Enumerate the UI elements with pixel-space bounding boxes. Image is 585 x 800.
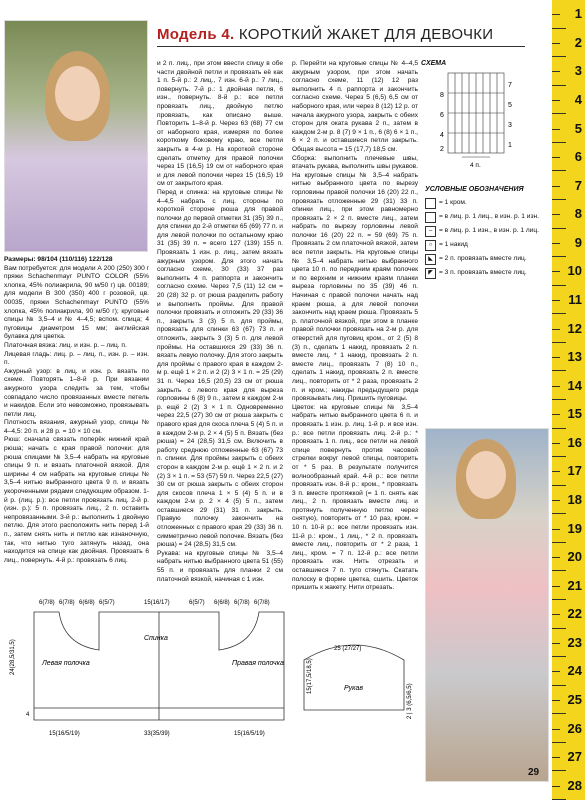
- ruler-half-tick: [552, 786, 560, 787]
- ruler-number: 24: [567, 663, 582, 679]
- ruler-tick: [552, 628, 566, 629]
- svg-text:4 п.: 4 п.: [470, 162, 481, 169]
- svg-text:1: 1: [508, 142, 512, 149]
- ruler-half-tick: [552, 700, 560, 701]
- ruler-tick: [552, 713, 566, 714]
- legend-item: ◤ = 3 п. провязать вместе лиц.: [425, 268, 545, 279]
- ruler-half-tick: [552, 443, 560, 444]
- ruler-half-tick: [552, 386, 560, 387]
- svg-text:6(7/8): 6(7/8): [39, 600, 55, 606]
- ruler-number: 6: [574, 149, 582, 165]
- ruler-tick: [552, 228, 566, 229]
- ruler-half-tick: [552, 71, 560, 72]
- svg-text:7: 7: [508, 82, 512, 89]
- girl-photo-top: [4, 20, 148, 252]
- ruler-tick: [552, 485, 566, 486]
- ruler-tick: [552, 28, 566, 29]
- svg-text:4: 4: [26, 712, 30, 718]
- ruler-half-tick: [552, 271, 560, 272]
- ruler-number: 11: [568, 292, 582, 307]
- ruler-number: 20: [567, 549, 582, 565]
- svg-text:5: 5: [508, 102, 512, 109]
- ruler-half-tick: [552, 643, 560, 644]
- svg-text:Спинка: Спинка: [144, 635, 168, 642]
- legend-item: = 1 кром.: [425, 198, 545, 209]
- ruler-number: 23: [567, 634, 582, 650]
- ruler-half-tick: [552, 243, 560, 244]
- ruler-half-tick: [552, 214, 560, 215]
- ruler-number: 27: [567, 749, 582, 765]
- legend: [425, 198, 545, 282]
- ruler-number: 16: [567, 434, 582, 450]
- ruler-half-tick: [552, 300, 560, 301]
- ruler-half-tick: [552, 100, 560, 101]
- svg-text:Рукав: Рукав: [344, 685, 364, 692]
- ruler-tick: [552, 313, 566, 314]
- ruler-number: 13: [567, 349, 582, 365]
- svg-text:4: 4: [440, 132, 444, 139]
- ruler-number: 21: [567, 577, 582, 593]
- ruler-tick: [552, 56, 566, 57]
- ruler-tick: [552, 85, 566, 86]
- ruler-half-tick: [552, 500, 560, 501]
- ruler-half-tick: [552, 414, 560, 415]
- ruler-tick: [552, 428, 566, 429]
- ruler-number: 1: [574, 6, 582, 22]
- svg-text:6(6/8): 6(6/8): [214, 600, 230, 606]
- svg-text:2 | 3 (6,5/6,5): 2 | 3 (6,5/6,5): [407, 683, 413, 719]
- ruler-number: 28: [567, 777, 582, 793]
- ruler-half-tick: [552, 529, 560, 530]
- ruler-tick: [552, 142, 566, 143]
- ruler-half-tick: [552, 186, 560, 187]
- ruler-tick: [552, 570, 566, 571]
- ruler-tick: [552, 770, 566, 771]
- ruler-tick: [552, 199, 566, 200]
- ruler-number: 3: [574, 63, 582, 79]
- legend-item: ◣ = 2 п. провязать вместе лиц.: [425, 254, 545, 265]
- ruler-tick: [552, 285, 566, 286]
- ruler-half-tick: [552, 586, 560, 587]
- ruler-tick: [552, 370, 566, 371]
- ruler-tick: [552, 342, 566, 343]
- measuring-ruler: [552, 0, 585, 800]
- svg-text:15(16/5/19): 15(16/5/19): [234, 731, 265, 737]
- ruler-tick: [552, 113, 566, 114]
- ruler-number: 4: [574, 92, 582, 107]
- legend-item: = в лиц. р. 1 лиц., в изн. р. 1 изн.: [425, 212, 545, 223]
- svg-text:24(28,5/31,5): 24(28,5/31,5): [10, 639, 16, 675]
- page-number: 29: [528, 767, 540, 778]
- ruler-tick: [552, 656, 566, 657]
- girl-photo-bottom: [425, 428, 549, 782]
- ruler-number: 10: [567, 263, 582, 279]
- ruler-tick: [552, 513, 566, 514]
- ruler-half-tick: [552, 14, 560, 15]
- text-column-1: Размеры: 98/104 (110/116) 122/128 Вам потребуется: для модели А 200 (250) 300 г пряжи Schachenmayr PUNTO COLOR (55% хлопка, 45% полиакрила, 90 м/50 г) цв. 00189; для модели В 300 (350) 400 г розовой, цв. 00035, пряжи Schachenmayr PUNTO (55% хлопка, 45% полиакрила, 90 м/50 г); круговые спицы № 3,5–4 и № 4–4,5; вспом. спица; 4 пуговицы диаметром 15 мм; английская булавка для цветка. Платочная вязка: лиц. и изн. р. – лиц. п. Лицевая гладь: лиц. р. – лиц. п., изн. р. – изн. п. Ажурный узор: в лиц. и изн. р. вязать по схеме. Повторять 1–8-й р. При вязании ажурного узора следить за тем, чтобы совпадало число провязанных вместе петель и накидов. Если это невозможно, провязывать петли лиц. Плотность вязания, ажурный узор, спицы № 4–4,5: 20 п. и 28 р. = 10 × 10 см. Рюш: сначала связать поперёк нижний край рюша; начать с края правой полочки: для рюша спицами № 3,5–4 набрать на круговые спицы 9 п. и вязать платочной вязкой. Для ширины 4 см набрать на круговые спицы № 3,5–4 нитью выбранного цвета 9 п. и вязать укороченными рядами следующим образом. 1-й р. (лиц. р.): все петли провязать лиц. 2-й р. (изн. р.): 5 п. провязать лиц., 2 п. оставить непровязанными. 3-й р.: выполнить 1 двойную петлю. Для этого расположить нить перед 1-й п., затем снять нить и петлю как изнаночную, так, что нитью туго затянуть назад, она находится на спице как двойная. Провязать 6 лиц., повернуть. 4-й р.: провязать 6 лиц.: [4, 256, 149, 564]
- svg-text:15(17,5/18,5): 15(17,5/18,5): [307, 658, 313, 694]
- ruler-half-tick: [552, 614, 560, 615]
- ruler-tick: [552, 256, 566, 257]
- svg-text:8: 8: [440, 92, 444, 99]
- ruler-tick: [552, 456, 566, 457]
- ruler-half-tick: [552, 329, 560, 330]
- ruler-tick: [552, 742, 566, 743]
- ruler-tick: [552, 685, 566, 686]
- ruler-tick: [552, 170, 566, 171]
- ruler-half-tick: [552, 671, 560, 672]
- ruler-number: 9: [574, 234, 582, 250]
- svg-text:6(5/7): 6(5/7): [99, 600, 115, 606]
- legend-title: УСЛОВНЫЕ ОБОЗНАЧЕНИЯ: [425, 186, 524, 193]
- svg-text:3: 3: [508, 122, 512, 129]
- ruler-number: 8: [574, 206, 582, 222]
- legend-item: – = в лиц. р. 1 изн., в изн. р. 1 лиц.: [425, 226, 545, 237]
- ruler-number: 2: [574, 34, 582, 50]
- ruler-number: 18: [567, 492, 582, 507]
- pattern-schematic: [4, 590, 414, 750]
- svg-text:25 (27/27): 25 (27/27): [334, 646, 362, 652]
- svg-text:Правая полочка: Правая полочка: [232, 660, 284, 667]
- svg-text:2: 2: [440, 146, 444, 153]
- ruler-half-tick: [552, 757, 560, 758]
- svg-text:15(16/17): 15(16/17): [144, 600, 170, 606]
- ruler-number: 17: [567, 463, 582, 479]
- svg-text:6(7/8): 6(7/8): [234, 600, 250, 606]
- legend-item: ○ = 1 накид: [425, 240, 545, 251]
- ruler-number: 22: [567, 606, 582, 622]
- ruler-tick: [552, 599, 566, 600]
- ruler-number: 12: [567, 320, 582, 336]
- svg-text:15(16/5/19): 15(16/5/19): [49, 731, 80, 737]
- svg-text:33(35/39): 33(35/39): [144, 731, 170, 737]
- svg-text:6(5/7): 6(5/7): [189, 600, 205, 606]
- svg-text:6(7/8): 6(7/8): [59, 600, 75, 606]
- ruler-number: 5: [574, 120, 582, 136]
- ruler-number: 15: [567, 406, 582, 422]
- scheme-title: СХЕМА: [421, 60, 447, 67]
- text-column-3: р. Перейти на круговые спицы № 4–4,5 ажурным узором, при этом начать согласно схеме, 11 (12) 12 раз выполнить 4 п. раппорта и закончить согласно схеме. Через 5 (6,5) 6,5 см от наборного края, или через 8 (12) 12 р. от начала ажурного узора, закрыть с обеих сторон для оката рукава 2 п., затем в каждом 2-м р. 8 (7) 9 × 1 п., 6 (8) 6 × 1 п., 6 × 2 п. и оставшиеся петли закрыть. Общая высота = 15 (17,7) 18,5 см. Сборка: выполнить плечевые швы, втачать рукава, выполнить швы рукавов. На круговые спицы № 3,5–4 набрать нитью выбранного цвета по вырезу горловины правой полочки 16 (20) 22 п., провязать отложенные 29 (31) 33 п. спинки лиц., при этом равномерно провязать 2 × 2 п. вместе лиц., затем набрать по вырезу горловины левой полочки 16 (20) 22 п. = 59 (69) 75 п. Провязать 2 см платочной вязкой, затем все петли закрыть. На круговые спицы № 3,5–4 набрать нитью выбранного цвета 10 п. по передним краям полочек и по верхним и нижним краям планки выреза горловины по 35 (39) 46 п. Начиная с правой полочки начать над краем рюша, а для левой полочки закончить над краем рюша. Провязать 5 р. платочной вязкой, при этом в планке правой полочки провязать на 2-м р. для отверстий для пуговиц кром., от 2 (5) 8 (3) п., сделать 1 накид, провязать 2 п. вместе лиц. * 1 накид, провязать 2 п. вместе лиц., провязать 7 (8) 10 п., сделать 1 накид, провязать 2 п. вместе лиц., повторить от * 2 раза, провязать 2 п. и кром.; накиды предыдущего ряда провязывать лиц. Пришить пуговицы. Цветок: на круговые спицы № 3,5–4 набрать нитью выбранного цвета 6 п. и провязать 1 изн. р. лиц. 1-й р. и все изн. р.: все петли провязать лиц. 2-й р.: * провязать 1 п. лиц., все петли на левой спице повернуть против часовой стрелки вокруг левой спицы, повторить от * 5 раз. В результате получится волнообразный край. 4-й р.: все петли провязать изн. 8-й р.: кром., * провязать 3 п. вместе протяжкой (= 1 п. снять как лиц., 2 п. провязать вместе лиц. и протянуть полученную петлю через снятую), повторить от * 10 раз, кром. = 10 п. 10-й р.: все петли провязать изн. 11-й р.: кром., 1 лиц., * 2 п. провязать вместе лиц., повторить от * 2 раза, 1 лиц., кром. = 7 п. 12-й р.: все петли провязать изн. Нить отрезать и оставшиеся 7 п. туго стянуть. Скатать полоску в форме цветка, сшить. Цветок пришить к жакету. Нити отрезать.: [292, 60, 418, 592]
- svg-text:6: 6: [440, 112, 444, 119]
- ruler-tick: [552, 542, 566, 543]
- page-title: Модель 4. КОРОТКИЙ ЖАКЕТ ДЛЯ ДЕВОЧКИ: [157, 26, 494, 43]
- ruler-half-tick: [552, 357, 560, 358]
- svg-text:6(6/8): 6(6/8): [79, 600, 95, 606]
- text-column-2: и 2 п. лиц., при этом ввести спицу в обе части двойной петли и провязать её как 1 п. 5-й р.: 2 лиц., 7 изн. 6-й р.: 7 лиц., повернуть. 7-й р.: 1 двойная петля, 6 изн., повернуть. 8-й р.: все петли провязать лиц., двойную петлю провязать, как описано выше. Повторить 1–8-й р. Через 63 (68) 77 см от наборного края, измеряя по более короткому боковому краю, все петли закрыть в 4-м р. На короткой стороне сделать отметку для правой полочки через 15 (16,5) 19 см от наборного края и для левой полочки через 15 (16,5) 19 см от закрытого края. Перед и спинка: на круговые спицы № 4–4,5 набрать с лиц. стороны по короткой стороне рюша для правой полочки до первой отметки 31 (35) 39 п., для спинки до 2-й отметки 65 (69) 77 п. и для левой полочки по остальному краю 31 (35) 39 п. = всего 127 (139) 155 п. Провязать 1 изн. р. лиц., затем вязать ажурным узором. Для этого начать согласно схеме, 30 (33) 37 раз выполнить 4 п. раппорта и закончить согласно схеме. Через 7,5 (11) 12 см = 20 (28) 32 р. от рюша разделить работу и выполнить проймы. Для правой полочки провязать и отложить 29 (33) 36 п., закрыть 3 (3) 5 п. для проймы, провязать для спинки 63 (67) 73 п. и отложить, закрыть 3 (3) 5 п. для левой проймы. На оставшихся 29 (33) 36 п. вязать левую полочку. Для этого закрыть для проймы с правого края в каждом 2-м р. ещё 1 × 2 п. и 2 (2) 3 × 1 п. = 25 (29) 31 п. Через 16,5 (20,5) 23 см от рюша закрыть с левого края для выреза горловины 6 (8) 9 п., затем в каждом 2-м р. ещё 2 (2) 3 × 1 п. Одновременно через 22,5 (27) 30 см от рюша закрыть с правого края для скоса плеча 5 (4) 5 п. и в каждом 2-м р. 2 × 4 (5) 5 п. Вязать (без рюша) = 24 (28,5) 31,5 см. Включить в работу среднюю отложенные 63 (67) 73 п. спинки. Для проймы закрыть с обеих сторон в каждом 2-м р. ещё 1 × 2 п. и 2 (2) 3 × 1 п. = 53 (57) 59 п. Через 22,5 (27) 30 см от рюша закрыть с обеих сторон для скосов плеча 1 × 5 (4) 5 п. и в каждом 2-м р. 2 × 4 (5) 5 п., затем оставшиеся 29 (31) 31 п. закрыть. Правую полочку закончить на отложенных с правого края 29 (33) 36 п. симметрично левой полочке. Вязать (без рюша) = 24 (28,5) 31,5 см. Рукава: на круговые спицы № 3,5–4 набрать нитью выбранного цвета 51 (55) 55 п. и провязать для планки 2 см платочной вязкой, начиная с 1 изн.: [157, 60, 283, 583]
- svg-text:6(7/8): 6(7/8): [254, 600, 270, 606]
- ruler-number: 14: [567, 377, 582, 393]
- ruler-half-tick: [552, 557, 560, 558]
- ruler-tick: [552, 399, 566, 400]
- svg-text:Левая полочка: Левая полочка: [42, 660, 90, 667]
- ruler-half-tick: [552, 471, 560, 472]
- ruler-number: 19: [567, 520, 582, 536]
- knitting-chart: [440, 71, 515, 181]
- ruler-half-tick: [552, 729, 560, 730]
- ruler-number: 26: [567, 720, 582, 736]
- title-rule: [157, 46, 525, 47]
- ruler-half-tick: [552, 129, 560, 130]
- ruler-number: 7: [574, 177, 582, 193]
- ruler-number: 25: [567, 692, 582, 707]
- ruler-half-tick: [552, 43, 560, 44]
- ruler-half-tick: [552, 157, 560, 158]
